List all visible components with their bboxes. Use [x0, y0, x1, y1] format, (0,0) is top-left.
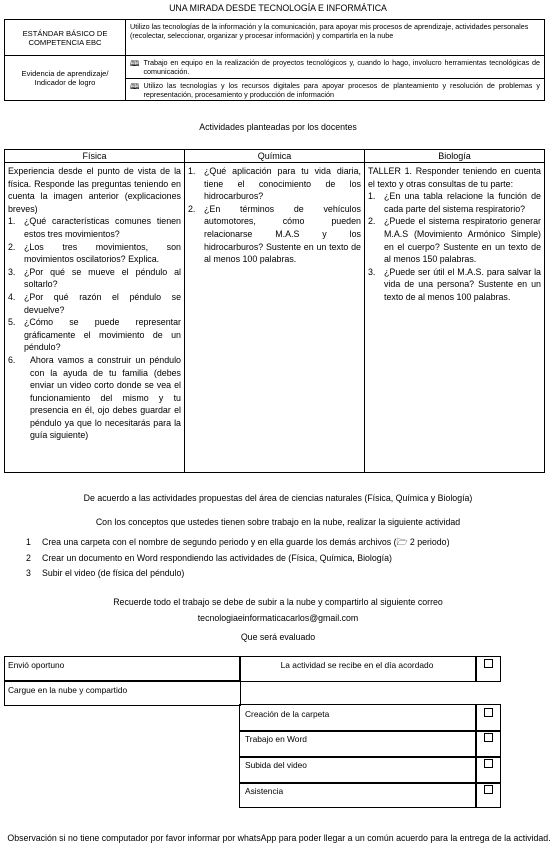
instructions-line-1: De acuerdo a las actividades propuestas del área de ciencias naturales (Física, Química y Biología) — [83, 493, 473, 503]
list-item: 4. ¿Por qué razón el péndulo se devuelve? — [8, 291, 181, 315]
eval-label-cargue: Cargue en la nube y compartido — [8, 685, 128, 695]
column-header-fisica: Física — [5, 150, 185, 163]
checkbox-word[interactable] — [484, 733, 493, 742]
evidencia-item: 🕮 Trabajo en equipo en la realización de proyectos tecnológicos y, cuando lo hago, involucro herramientas tecnológicas de comunicación. — [130, 58, 540, 76]
step-item: 3 Subir el video (de física del péndulo) — [26, 568, 185, 578]
list-item: 2. ¿En términos de vehículos automotores, cómo pueden relacionarse M.A.S y los hidrocarburos? Sustente en un texto de al menos 100 palabras. — [188, 203, 361, 265]
footer-note: Observación si no tiene computador por favor informar por whatsApp para poder llegar a un común acuerdo para la entrega de la actividad. — [7, 833, 551, 843]
eval-label-envio: Envió oportuno — [8, 660, 65, 670]
eval-label-recibe: La actividad se recibe en el día acordado — [280, 660, 434, 670]
page-title: UNA MIRADA DESDE TECNOLOGÍA E INFORMÁTICA — [169, 3, 387, 13]
step-item: 2 Crear un documento en Word respondiendo las actividades de (Física, Química, Biología) — [26, 552, 392, 563]
fisica-intro: Experiencia desde el punto de vista de la física. Responde las preguntas teniendo en cuenta la imagen anterior (explicaciones breves) — [8, 166, 181, 214]
list-item: 1. ¿En una tabla relacione la función de cada parte del sistema respiratorio? — [368, 191, 541, 214]
evidencia-item: 🕮 Utilizo las tecnologías y los recursos digitales para apoyar procesos de planteamiento y resolución de problemas y representación, procesamiento y producción de información — [126, 78, 544, 99]
eval-label-item: Subida del video — [245, 760, 307, 770]
estandar-text: Utilizo las tecnologías de la información y la comunicación, para apoyar mis procesos de aprendizaje, actividades personales (recolectar, seleccionar, organizar y procesar información) y compartirla en la nube — [126, 20, 545, 56]
activities-table — [4, 149, 545, 473]
email-address: tecnologiaeinformaticacarlos@gmail.com — [197, 613, 359, 623]
biologia-cell — [365, 163, 545, 473]
step-item: 1 Crea una carpeta con el nombre de segundo periodo y en ella guarde los demás archivos (🗁 2 periodo) — [26, 537, 450, 547]
evidencia-cell — [126, 56, 545, 101]
checkbox-asistencia[interactable] — [484, 785, 493, 794]
activities-heading: Actividades planteadas por los docentes — [199, 122, 357, 132]
book-icon: 🕮 — [130, 82, 140, 91]
eval-label-item: Asistencia — [245, 786, 284, 796]
list-item: 3. ¿Por qué se mueve el péndulo al soltarlo? — [8, 266, 181, 290]
checkbox-recibe[interactable] — [484, 659, 493, 668]
list-item: 1. ¿Qué características comunes tienen estos tres movimientos? — [8, 216, 181, 239]
fisica-cell — [5, 163, 185, 473]
list-item: 3. ¿Puede ser útil el M.A.S. para salvar la vida de una persona? Sustente en un texto de al menos 100 palabras. — [368, 266, 541, 302]
column-header-biologia: Biología — [365, 150, 545, 163]
list-item: 6. Ahora vamos a construir un péndulo con la ayuda de tu familia (debes enviar un video corto donde se vea el funcionamiento del mismo y tu presencia en él, ojo debes guardar el péndulo ya que lo necesitarás para la guía siguiente) — [8, 354, 181, 441]
instructions-line-2: Con los conceptos que ustedes tienen sobre trabajo en la nube, realizar la siguiente actividad — [95, 517, 461, 527]
checkbox-video[interactable] — [484, 759, 493, 768]
reminder-text: Recuerde todo el trabajo se debe de subir a la nube y compartirlo al siguiente correo — [113, 597, 443, 607]
book-icon: 🕮 — [130, 59, 140, 68]
evaluated-heading: Que será evaluado — [240, 632, 316, 642]
standards-table — [4, 19, 545, 101]
list-item: 2. ¿Puede el sistema respiratorio generar M.A.S (Movimiento Armónico Simple) en el cuerpo? Sustente en un texto de al menos 150 palabras. — [368, 216, 541, 265]
column-header-quimica: Química — [185, 150, 365, 163]
list-item: 1. ¿Qué aplicación para tu vida diaria, tiene el conocimiento de los hidrocarburos? — [188, 166, 361, 202]
checkbox-carpeta[interactable] — [484, 708, 493, 717]
steps-list — [26, 535, 450, 582]
list-item: 5. ¿Cómo se puede representar gráficamente el movimiento de un péndulo? — [8, 317, 181, 353]
quimica-cell — [185, 163, 365, 473]
evidencia-label: Evidencia de aprendizaje/ Indicador de logro — [5, 56, 126, 101]
eval-label-item: Creación de la carpeta — [245, 709, 330, 719]
eval-label-item: Trabajo en Word — [245, 734, 307, 744]
estandar-label: ESTÁNDAR BÁSICO DE COMPETENCIA EBC — [5, 20, 126, 56]
list-item: 2. ¿Los tres movimientos, son movimientos oscilatorios? Explica. — [8, 241, 181, 265]
biologia-intro: TALLER 1. Responder teniendo en cuenta el texto y otras consultas de tu parte: — [368, 166, 541, 189]
